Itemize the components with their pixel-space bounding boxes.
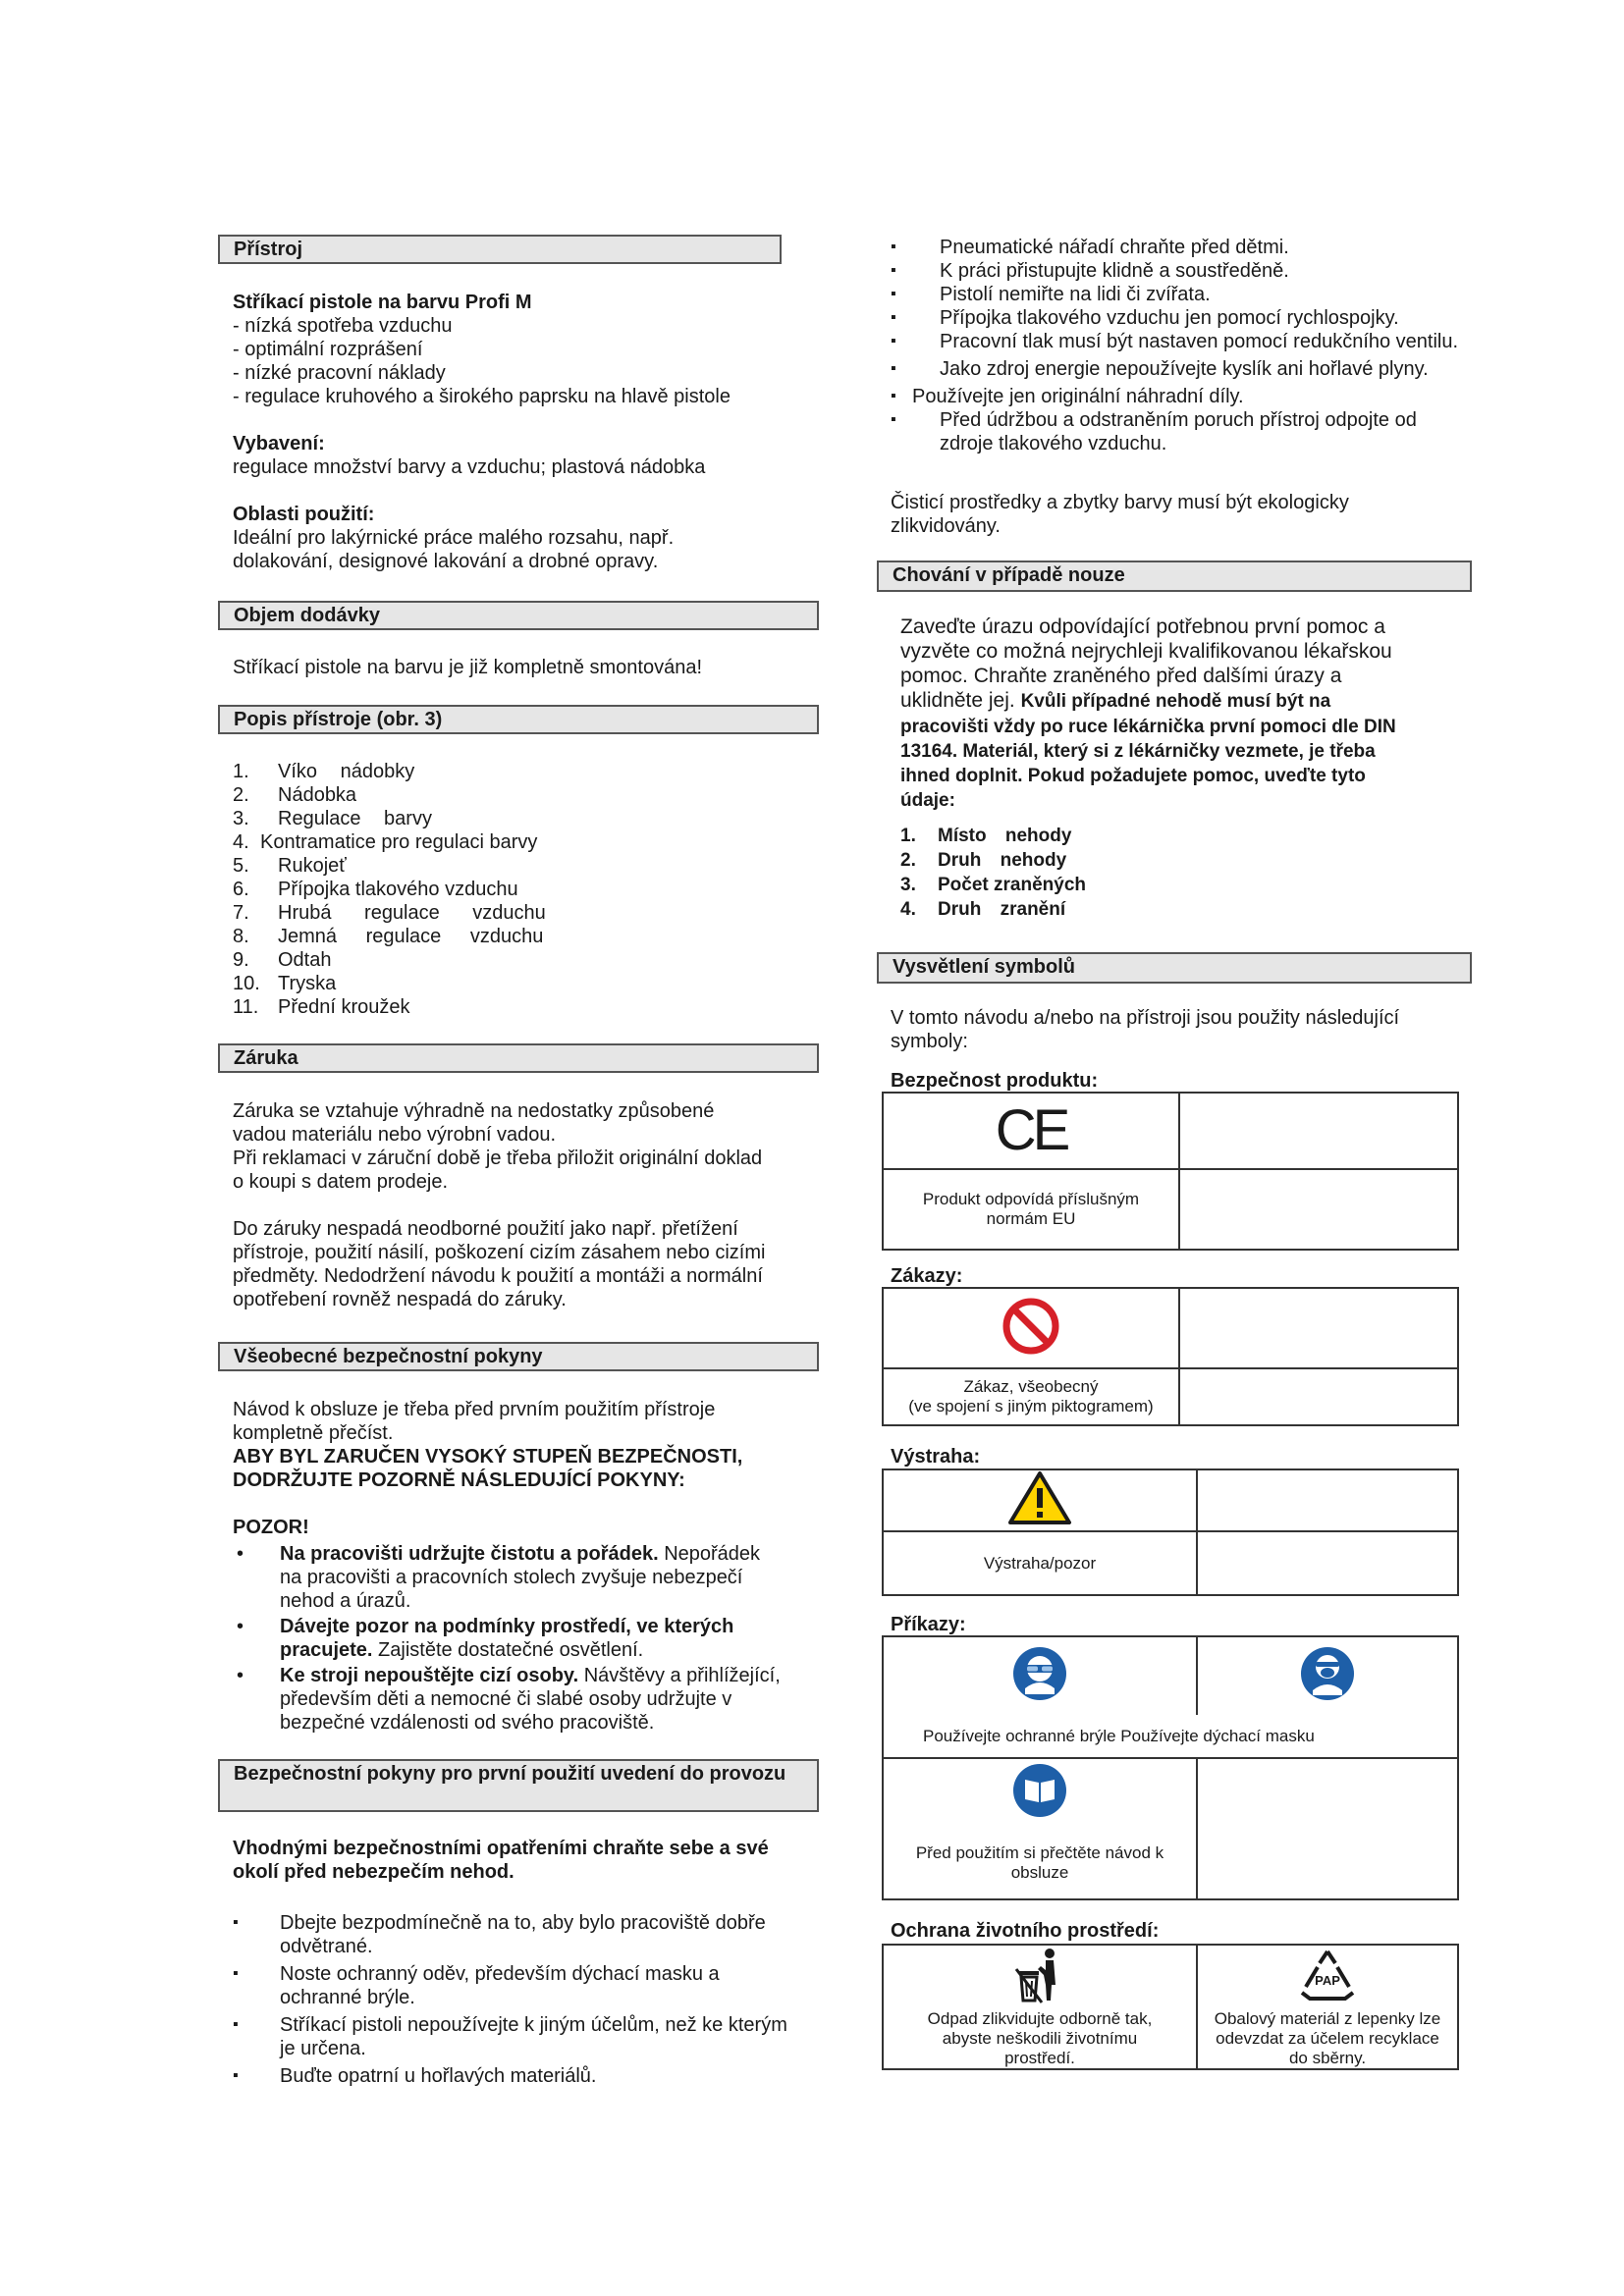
ce-cell — [883, 1093, 1179, 1169]
ce-table — [882, 1092, 1459, 1251]
text-line: údaje: — [900, 790, 955, 811]
ochrana-table — [882, 1944, 1459, 2070]
symboly-text — [891, 1006, 1460, 1053]
section-header-popis: Popis přístroje (obr. 3) — [218, 705, 819, 734]
vystraha-title: Výstraha: — [891, 1446, 981, 1468]
section-header-zaruka: Záruka — [218, 1043, 819, 1073]
safety-bullets — [233, 1542, 783, 1735]
list-item: ▪ Buďte opatrní u hořlavých materiálů. — [233, 2065, 597, 2087]
vseobecne-text — [233, 1398, 812, 1539]
obal-caption: Obalový materiál z lepenky lze odevzdat za účelem recyklace do sběrny. — [1197, 2009, 1458, 2069]
zakazy-table — [882, 1287, 1459, 1426]
product-description — [233, 291, 783, 573]
cleaning-text — [891, 491, 1450, 538]
list-item: ▪ Pistolí nemiřte na lidi či zvířata. — [891, 284, 1211, 305]
prikazy-title: Příkazy: — [891, 1614, 966, 1635]
list-item: 1. Místo nehody — [900, 826, 1072, 846]
list-item: • Dávejte pozor na podmínky prostředí, ve kterých pracujete. Zajistěte dostatečné osvětlení. — [237, 1616, 734, 1661]
oblasti-title: Oblasti použití: — [233, 504, 375, 525]
list-item: 3. Počet zraněných — [900, 875, 1086, 895]
prohibition-icon — [1001, 1297, 1060, 1356]
text-line: Návod k obsluze je třeba před prvním použitím přístroje — [233, 1399, 716, 1420]
list-item: 2. Nádobka — [233, 784, 357, 806]
text-line: Do záruky nespadá neodborné použití jako např. přetížení — [233, 1218, 738, 1240]
feature-line: - nízké pracovní náklady — [233, 362, 446, 384]
prikaz2-caption: Používejte dýchací masku — [1120, 1726, 1315, 1745]
text-line: uklidněte jej. Kvůli případné nehodě musí být na — [900, 689, 1331, 712]
list-item: ▪ Pracovní tlak musí být nastaven pomocí redukčního ventilu. — [891, 331, 1459, 352]
feature-line: - regulace kruhového a širokého paprsku na hlavě pistole — [233, 386, 731, 407]
objem-text: Stříkací pistole na barvu je již kompletně smontována! — [233, 657, 703, 678]
oblasti-text: Ideální pro lakýrnické práce malého rozsahu, např. — [233, 527, 675, 549]
text-line: Zaveďte úrazu odpovídající potřebnou první pomoc a — [900, 615, 1385, 638]
list-item: ▪ Před údržbou a odstraněním poruch přístroj odpojte od zdroje tlakového vzduchu. — [891, 409, 1417, 454]
odpad-caption: Odpad zlikvidujte odborně tak, abyste neškodili životnímu prostředí. — [883, 2009, 1197, 2069]
text-line: symboly: — [891, 1031, 968, 1052]
list-item: 6. Přípojka tlakového vzduchu — [233, 879, 518, 900]
right-safety-list — [891, 236, 1460, 455]
section-header-symboly: Vysvětlení symbolů — [877, 952, 1472, 984]
list-item: ▪ Noste ochranný oděv, především dýchací masku a ochranné brýle. — [233, 1963, 720, 2008]
product-title: Stříkací pistole na barvu Profi M — [233, 292, 532, 313]
list-item: 2. Druh nehody — [900, 850, 1067, 871]
recycle-pap-icon — [1296, 1948, 1359, 2002]
read-manual-icon — [1011, 1762, 1068, 1819]
text-line: pracovišti vždy po ruce lékárnička první pomoci dle DIN — [900, 717, 1396, 737]
vybaveni-title: Vybavení: — [233, 433, 325, 454]
list-item: 5. Rukojeť — [233, 855, 347, 877]
parts-list — [233, 760, 606, 1019]
ochrana-title: Ochrana životního prostředí: — [891, 1920, 1160, 1942]
warning-icon — [1007, 1470, 1072, 1525]
pozor-label: POZOR! — [233, 1517, 309, 1538]
list-item: ▪ Jako zdroj energie nepoužívejte kyslík ani hořlavé plyny. — [891, 358, 1429, 380]
caps-line: ABY BYL ZARUČEN VYSOKÝ STUPEŇ BEZPEČNOSTI, — [233, 1446, 743, 1468]
list-item: 4. Kontramatice pro regulaci barvy — [233, 831, 538, 853]
section-header-pristroj: Přístroj — [218, 235, 782, 264]
text-line: přístroje, použití násilí, poškození cizím zásahem nebo cizími — [233, 1242, 766, 1263]
bezp-list — [233, 1911, 802, 2088]
vystraha-caption: Výstraha/pozor — [883, 1531, 1197, 1595]
bezpecnost-title: Bezpečnost produktu: — [891, 1070, 1099, 1092]
list-item: ▪ Dbejte bezpodmínečně na to, aby bylo pracoviště dobře odvětrané. — [233, 1912, 766, 1957]
safety-goggles-icon — [1011, 1645, 1068, 1702]
text-line: Čisticí prostředky a zbytky barvy musí být ekologicky — [891, 492, 1349, 513]
list-item: • Na pracovišti udržujte čistotu a pořádek. Nepořádek na pracovišti a pracovních stolech zvyšuje nebezpečí nehod a úrazů. — [237, 1543, 761, 1612]
text-line: kompletně přečíst. — [233, 1422, 394, 1444]
list-item: 3. Regulace barvy — [233, 808, 432, 829]
text-line: Záruka se vztahuje výhradně na nedostatky způsobené — [233, 1100, 715, 1122]
oblasti-text: dolakování, designové lakování a drobné opravy. — [233, 551, 659, 572]
list-item: 10. Tryska — [233, 973, 337, 994]
ce-caption: Produkt odpovídá příslušným normám EU — [883, 1169, 1179, 1250]
list-item: 1. Víko nádobky — [233, 761, 415, 782]
prikaz-captions — [883, 1715, 1458, 1758]
prikaz1-caption: Používejte ochranné brýle — [923, 1726, 1116, 1745]
list-item: 8. Jemná regulace vzduchu — [233, 926, 544, 947]
text-line: vadou materiálu nebo výrobní vadou. — [233, 1124, 557, 1146]
zakazy-title: Zákazy: — [891, 1265, 963, 1287]
feature-line: - nízká spotřeba vzduchu — [233, 315, 453, 337]
list-item: • Ke stroji nepouštějte cizí osoby. Návštěvy a přihlížející, především děti a nemocné či slabé osoby udržujte v bezpečné vzdálenosti od svého pracoviště. — [237, 1665, 781, 1734]
list-item: ▪ Stříkací pistoli nepoužívejte k jiným účelům, než ke kterým je určena. — [233, 2014, 787, 2059]
zakaz-caption: Zákaz, všeobecný (ve spojení s jiným piktogramem) — [883, 1368, 1179, 1425]
text-line: vyzvěte co možná nejrychleji kvalifikovanou lékařskou — [900, 640, 1392, 663]
section-header-objem: Objem dodávky — [218, 601, 819, 630]
text-line: pomoc. Chraňte zraněného před dalšími úrazy a — [900, 665, 1342, 687]
list-item: 9. Odtah — [233, 949, 332, 971]
text-line: 13164. Materiál, který si z lékárničky vezmete, je třeba — [900, 741, 1376, 762]
list-item: 11. Přední kroužek — [233, 996, 410, 1018]
list-item: ▪ Používejte jen originální náhradní díly. — [891, 386, 1244, 407]
bezp-intro: Vhodnými bezpečnostními opatřeními chraňte sebe a své okolí před nebezpečím nehod. — [233, 1838, 769, 1883]
list-item: ▪ K práci přistupujte klidně a soustředěně. — [891, 260, 1289, 282]
vybaveni-text: regulace množství barvy a vzduchu; plastová nádobka — [233, 456, 706, 478]
text-line: předměty. Nedodržení návodu k použití a montáži a normální — [233, 1265, 763, 1287]
section-header-nouze: Chování v případě nouze — [877, 561, 1472, 592]
feature-line: - optimální rozprášení — [233, 339, 423, 360]
nouze-bold-text — [900, 715, 1470, 813]
text-line: Při reklamaci v záruční době je třeba přiložit originální doklad — [233, 1148, 763, 1169]
list-item: ▪ Pneumatické nářadí chraňte před dětmi. — [891, 237, 1289, 258]
text-line: ihned doplnit. Pokud požadujete pomoc, uveďte tyto — [900, 766, 1366, 786]
section-header-vseobecne: Všeobecné bezpečnostní pokyny — [218, 1342, 819, 1371]
text-line: opotřebení rovněž nespadá do záruky. — [233, 1289, 567, 1310]
nouze-list — [900, 825, 1195, 923]
list-item: 7. Hrubá regulace vzduchu — [233, 902, 546, 924]
text-line: o koupi s datem prodeje. — [233, 1171, 449, 1193]
text-line: V tomto návodu a/nebo na přístroji jsou použity následující — [891, 1007, 1400, 1029]
text-line: zlikvidovány. — [891, 515, 1001, 537]
waste-bin-icon — [1010, 1946, 1069, 2004]
ce-mark-icon: CE — [995, 1098, 1067, 1162]
section-header-bezpecnostni: Bezpečnostní pokyny pro první použití uvedení do provozu — [218, 1759, 819, 1812]
caps-line: DODRŽUJTE POZORNĚ NÁSLEDUJÍCÍ POKYNY: — [233, 1469, 685, 1491]
prikaz3-caption: Před použitím si přečtěte návod k obsluze — [883, 1827, 1197, 1899]
list-item: 4. Druh zranění — [900, 899, 1066, 920]
zaruka-text — [233, 1099, 812, 1311]
svg-text:PAP: PAP — [1315, 1973, 1340, 1988]
prikazy-table — [882, 1635, 1459, 1900]
nouze-text — [900, 614, 1470, 714]
vystraha-table — [882, 1468, 1459, 1596]
list-item: ▪ Přípojka tlakového vzduchu jen pomocí rychlospojky. — [891, 307, 1399, 329]
respirator-mask-icon — [1299, 1645, 1356, 1702]
